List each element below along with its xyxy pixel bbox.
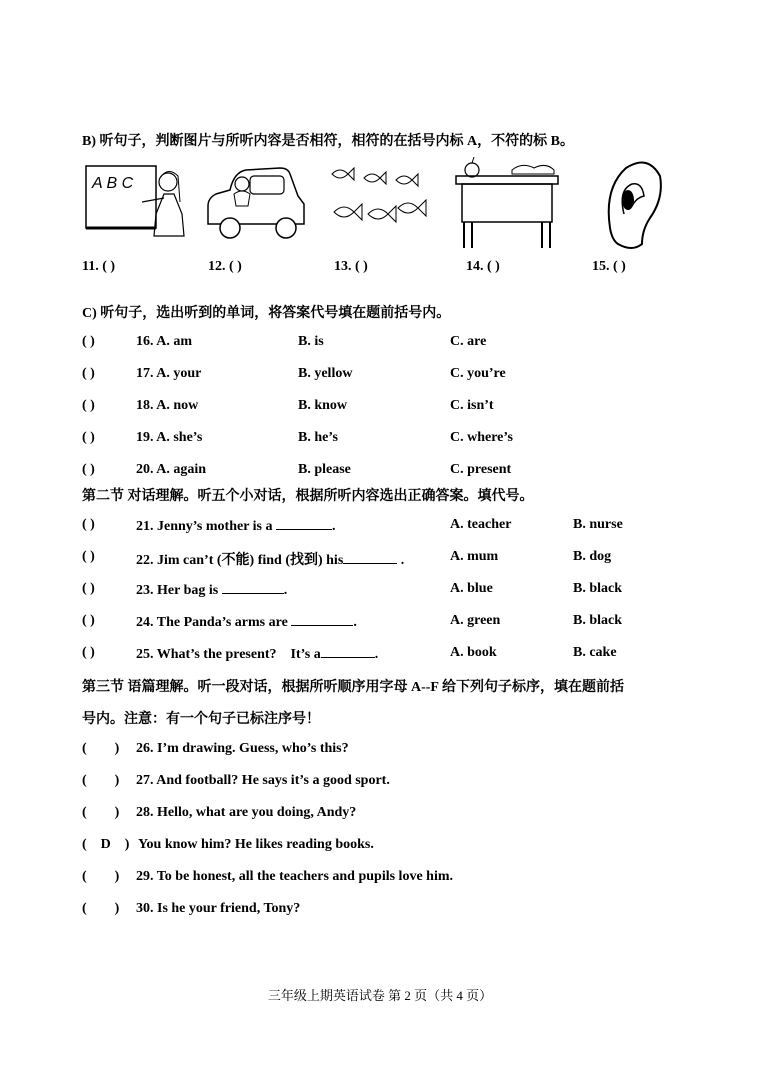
sentence-29: 29. To be honest, all the teachers and pupils love him. [136,869,453,884]
sentence-30: 30. Is he your friend, Tony? [136,901,301,916]
picture-label-13: 13. ( ) [334,259,368,274]
option-a: A. blue [450,581,493,596]
section-b-heading: B) 听句子，判断图片与所听内容是否相符，相符的在括号内标 A，不符的标 B。 [82,134,574,149]
part-3-heading-line-2: 号内。注意：有一个句子已标注序号！ [82,712,320,727]
answer-paren[interactable]: ( ) [82,645,95,660]
answer-blank[interactable] [343,551,397,564]
option-b: B. dog [573,549,612,564]
car-picture [204,166,310,240]
option-c: C. where’s [450,430,513,445]
option-b: B. is [298,334,324,349]
option-a: A. mum [450,549,499,564]
option-b: B. cake [573,645,617,660]
teacher-blackboard-picture [84,162,188,238]
answer-paren[interactable]: ( ) [82,613,95,628]
answer-paren[interactable]: ( ) [82,869,120,884]
option-b: B. he’s [298,430,338,445]
option-b: B. nurse [573,517,623,532]
answer-paren[interactable]: ( ) [82,901,120,916]
answer-blank[interactable] [321,645,375,658]
answer-paren[interactable]: ( ) [82,581,95,596]
question-24: 24. The Panda’s arms are . [136,615,357,630]
sentence-given: You know him? He likes reading books. [138,837,374,852]
page-footer: 三年级上期英语试卷 第 2 页（共 4 页） [267,988,493,1003]
answer-paren[interactable]: ( ) [82,398,95,413]
option-c: C. are [450,334,487,349]
option-b: B. please [298,462,351,477]
question-23: 23. Her bag is . [136,583,288,598]
answer-paren[interactable]: ( ) [82,462,95,477]
desk-with-apple-and-book-picture [454,154,560,250]
question-16: 16. A. am [136,334,192,349]
sentence-28: 28. Hello, what are you doing, Andy? [136,805,357,820]
option-b: B. yellow [298,366,353,381]
answer-paren[interactable]: ( ) [82,334,95,349]
question-20: 20. A. again [136,462,207,477]
option-c: C. you’re [450,366,506,381]
option-b: B. black [573,613,623,628]
option-a: A. book [450,645,497,660]
answer-paren[interactable]: ( ) [82,773,120,788]
part-3-heading-line-1: 第三节 语篇理解。听一段对话，根据所听顺序用字母 A--F 给下列句子标序，填在题前括 [82,680,624,695]
answer-blank[interactable] [291,613,353,626]
picture-label-11: 11. ( ) [82,259,116,274]
picture-label-14: 14. ( ) [466,259,500,274]
board-letters: A B C [92,175,134,192]
answer-paren[interactable]: ( ) [82,517,95,532]
question-21: 21. Jenny’s mother is a . [136,519,336,534]
option-a: A. teacher [450,517,512,532]
goldfish-picture [326,164,430,236]
question-19: 19. A. she’s [136,430,203,445]
sentence-27: 27. And football? He says it’s a good sport. [136,773,390,788]
question-17: 17. A. your [136,366,202,381]
question-18: 18. A. now [136,398,199,413]
picture-label-15: 15. ( ) [592,259,626,274]
sentence-26: 26. I’m drawing. Guess, who’s this? [136,741,349,756]
answer-paren-filled[interactable]: ( D ) [82,837,130,852]
ear-picture [602,158,664,252]
answer-paren[interactable]: ( ) [82,741,120,756]
option-b: B. black [573,581,623,596]
option-c: C. isn’t [450,398,494,413]
answer-paren[interactable]: ( ) [82,430,95,445]
option-b: B. know [298,398,348,413]
part-2-heading: 第二节 对话理解。听五个小对话，根据所听内容选出正确答案。填代号。 [82,489,534,504]
section-c-heading: C) 听句子，选出听到的单词，将答案代号填在题前括号内。 [82,306,451,321]
question-22: 22. Jim can’t (不能) find (找到) his . [136,553,405,568]
answer-blank[interactable] [276,517,332,530]
picture-label-12: 12. ( ) [208,259,242,274]
option-a: A. green [450,613,501,628]
answer-blank[interactable] [222,581,284,594]
option-c: C. present [450,462,512,477]
answer-paren[interactable]: ( ) [82,805,120,820]
answer-paren[interactable]: ( ) [82,549,95,564]
question-25: 25. What’s the present? It’s a . [136,647,379,662]
answer-paren[interactable]: ( ) [82,366,95,381]
